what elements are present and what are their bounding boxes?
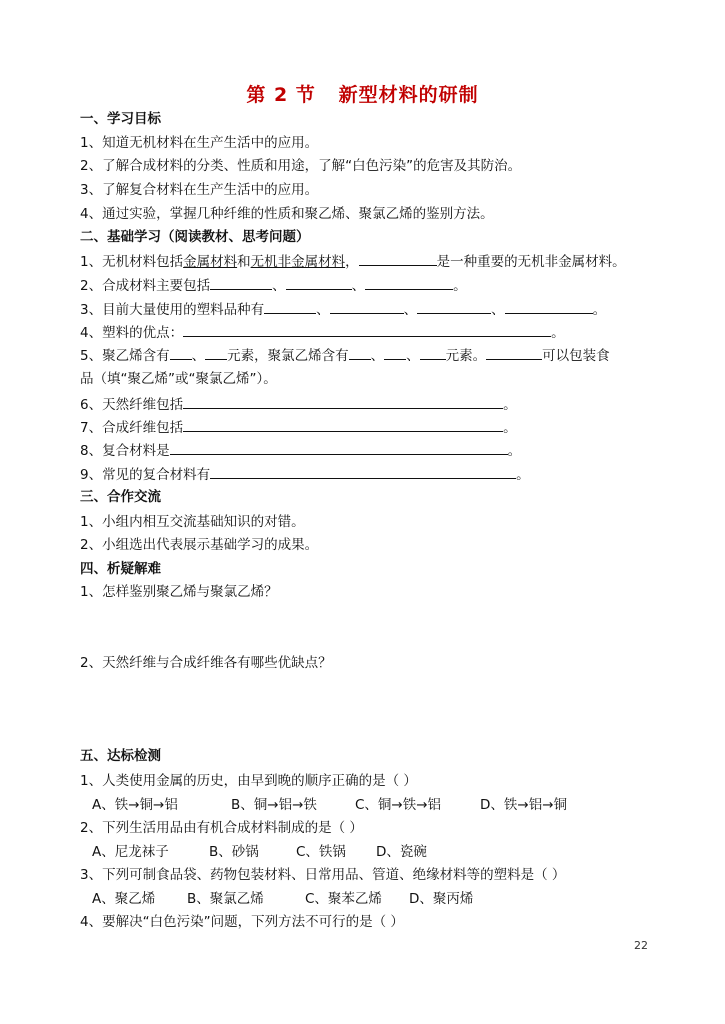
q-text: 元素。 — [445, 348, 487, 364]
answer-blank[interactable] — [264, 300, 316, 314]
test-question: 2、下列生活用品由有机合成材料制成的是（ ） — [80, 820, 363, 836]
separator: 、 — [272, 278, 286, 294]
q-text: 可以包装食 — [542, 348, 610, 364]
question-line — [80, 346, 610, 365]
test-question: 3、下列可制食品袋、药物包装材料、日常用品、管道、绝缘材料等的塑料是（ ） — [80, 867, 566, 883]
period: 。 — [507, 443, 522, 459]
q-text: 4、塑料的优点： — [80, 325, 184, 341]
test-question: 1、人类使用金属的历史，由早到晚的顺序正确的是（ ） — [80, 773, 417, 789]
discussion-question: 2、天然纤维与合成纤维各有哪些优缺点？ — [80, 655, 332, 671]
section-heading-objectives: 一、学习目标 — [80, 111, 161, 127]
period: 。 — [516, 467, 530, 483]
answer-blank[interactable] — [349, 346, 371, 360]
answer-option-c[interactable]: C、聚苯乙烯 — [305, 891, 382, 907]
period: 。 — [551, 325, 565, 341]
answer-option-a[interactable]: A、铁→铜→铝 — [92, 797, 178, 813]
section-heading-test: 五、达标检测 — [80, 748, 161, 764]
separator: 、 — [191, 348, 206, 364]
answer-option-c[interactable]: C、铁锅 — [296, 844, 346, 860]
q-text: 9、常见的复合材料有 — [80, 467, 211, 483]
q-text: 和 — [237, 254, 251, 270]
answer-blank[interactable] — [170, 346, 192, 360]
q-underlined-text: 无机非金属材料 — [250, 254, 346, 270]
q-text: 7、合成纤维包括 — [80, 420, 184, 436]
question-line — [80, 395, 517, 414]
objective-item: 2、了解合成材料的分类、性质和用途，了解“白色污染”的危害及其防治。 — [80, 158, 522, 174]
answer-blank[interactable] — [417, 300, 491, 314]
answer-blank[interactable] — [486, 346, 542, 360]
q-text: 是一种重要的无机非金属材料。 — [436, 254, 626, 270]
answer-blank[interactable] — [183, 323, 551, 337]
answer-option-c[interactable]: C、铜→铁→铝 — [355, 797, 442, 813]
separator: 、 — [351, 278, 366, 294]
q-underlined-text: 金属材料 — [183, 254, 238, 270]
answer-blank[interactable] — [286, 276, 352, 290]
page-number: 22 — [634, 939, 648, 952]
question-line — [80, 418, 517, 437]
separator: 、 — [316, 302, 330, 318]
answer-blank[interactable] — [359, 252, 437, 266]
list-item: 1、小组内相互交流基础知识的对错。 — [80, 514, 305, 530]
answer-option-d[interactable]: D、铁→铝→铜 — [480, 797, 568, 813]
q-text: 8、复合材料是 — [80, 443, 170, 459]
test-question: 4、要解决“白色污染”问题，下列方法不可行的是（ ） — [80, 914, 404, 930]
answer-option-b[interactable]: B、砂锅 — [209, 844, 259, 860]
q-text: 元素，聚氯乙烯含有 — [227, 348, 349, 364]
answer-option-b[interactable]: B、聚氯乙烯 — [187, 891, 264, 907]
answer-blank[interactable] — [420, 346, 446, 360]
answer-option-d[interactable]: D、聚丙烯 — [409, 891, 474, 907]
question-line — [80, 276, 467, 295]
objective-item: 4、通过实验，掌握几种纤维的性质和聚乙烯、聚氯乙烯的鉴别方法。 — [80, 206, 494, 222]
q-text: ， — [345, 254, 359, 270]
answer-blank[interactable] — [210, 465, 516, 479]
q-text: 1、无机材料包括 — [80, 254, 184, 270]
page-title: 第 2 节 新型材料的研制 — [246, 84, 479, 106]
answer-blank[interactable] — [210, 276, 272, 290]
q-text: 2、合成材料主要包括 — [80, 278, 211, 294]
answer-option-d[interactable]: D、瓷碗 — [376, 844, 427, 860]
question-line — [80, 441, 521, 460]
objective-item: 1、知道无机材料在生产生活中的应用。 — [80, 135, 319, 151]
answer-option-b[interactable]: B、铜→铝→铁 — [231, 797, 317, 813]
answer-option-a[interactable]: A、聚乙烯 — [92, 891, 156, 907]
q-text: 6、天然纤维包括 — [80, 397, 184, 413]
answer-blank[interactable] — [170, 441, 508, 455]
period: 。 — [592, 302, 607, 318]
question-line — [80, 465, 530, 484]
answer-blank[interactable] — [365, 276, 453, 290]
answer-option-a[interactable]: A、尼龙袜子 — [92, 844, 169, 860]
answer-blank[interactable] — [205, 346, 227, 360]
objective-item: 3、了解复合材料在生产生活中的应用。 — [80, 182, 319, 198]
question-line — [80, 252, 626, 271]
separator: 、 — [403, 302, 418, 318]
section-heading-analysis: 四、析疑解难 — [80, 561, 161, 577]
section-heading-basic-study: 二、基础学习（阅读教材、思考问题） — [80, 229, 310, 245]
separator: 、 — [406, 348, 420, 364]
separator: 、 — [370, 348, 385, 364]
period: 。 — [453, 278, 467, 294]
period: 。 — [503, 397, 517, 413]
section-heading-cooperation: 三、合作交流 — [80, 489, 161, 505]
separator: 、 — [491, 302, 505, 318]
answer-blank[interactable] — [384, 346, 406, 360]
answer-blank[interactable] — [183, 395, 503, 409]
q-text: 5、聚乙烯含有 — [80, 348, 170, 364]
period: 。 — [503, 420, 517, 436]
list-item: 2、小组选出代表展示基础学习的成果。 — [80, 537, 319, 553]
answer-blank[interactable] — [183, 418, 503, 432]
question-line — [80, 300, 606, 319]
discussion-question: 1、怎样鉴别聚乙烯与聚氯乙烯？ — [80, 584, 278, 600]
answer-blank[interactable] — [505, 300, 593, 314]
q-text: 3、目前大量使用的塑料品种有 — [80, 302, 265, 318]
answer-blank[interactable] — [330, 300, 404, 314]
question-line — [80, 323, 565, 342]
question-line-continued: 品（填“聚乙烯”或“聚氯乙烯”）。 — [80, 371, 277, 387]
